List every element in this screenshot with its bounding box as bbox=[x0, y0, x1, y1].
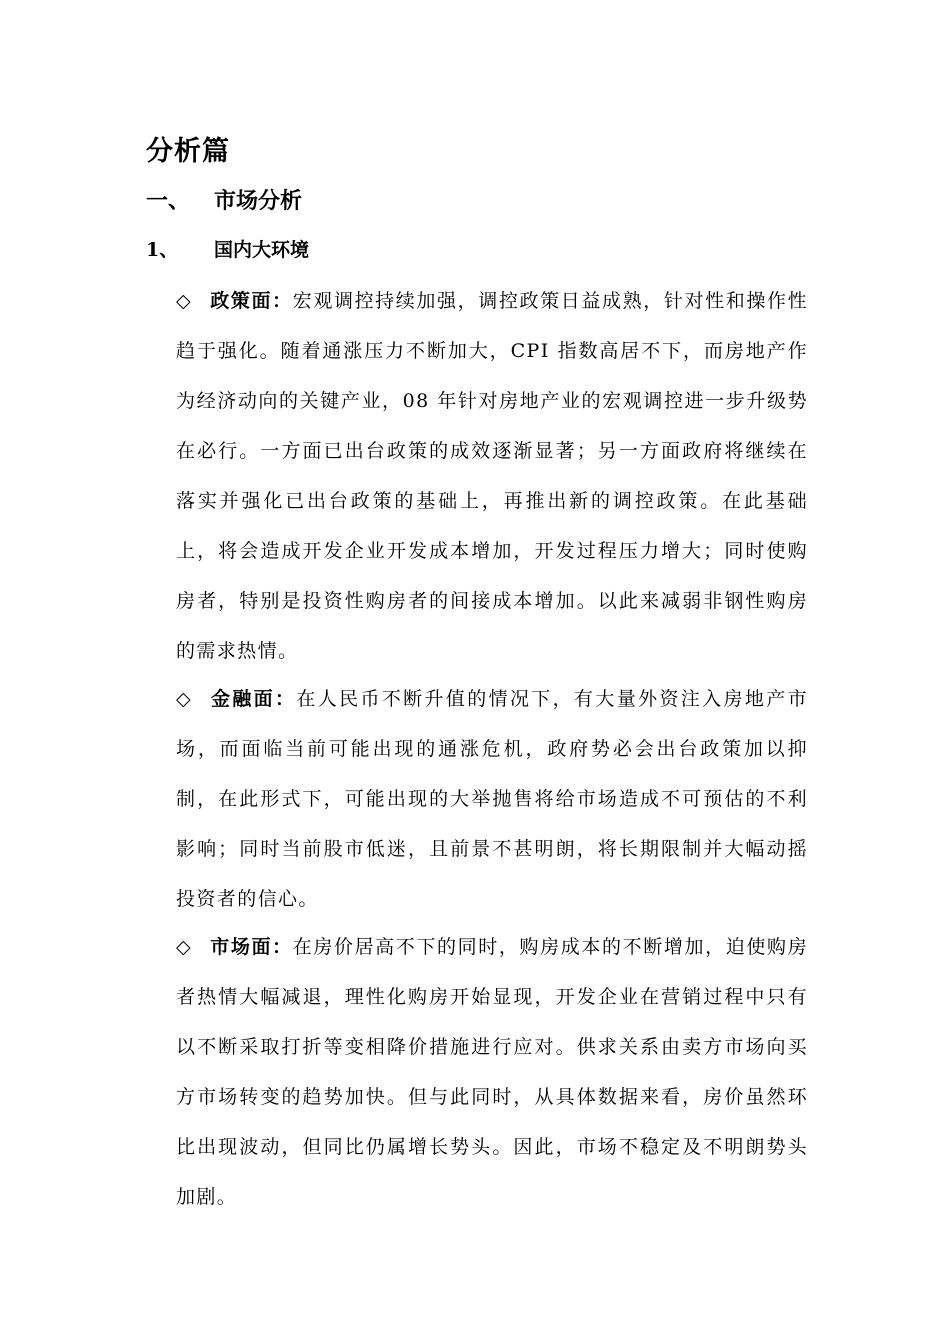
paragraph-text: 在房价居高不下的同时，购房成本的不断增加，迫使购房者热情大幅减退，理性化购房开始显现，开发企业在营销过程中只有以不断采取打折等变相降价措施进行应对。供求关系由卖方市场向买方市场转变的趋势加快。但与此同时，从具体数据来看，房价虽然环比出现波动，但同比仍属增长势头。因此，市场不稳定及不明朗势头加剧。 bbox=[176, 936, 808, 1208]
finance-paragraph bbox=[176, 674, 808, 924]
diamond-bullet-icon: ◇ bbox=[176, 688, 193, 710]
document-title: 分析篇 bbox=[146, 136, 230, 167]
paragraph-text: 在人民币不断升值的情况下，有大量外资注入房地产市场，而面临当前可能出现的通涨危机，政府势必会出台政策加以抑制，在此形式下，可能出现的大举抛售将给市场造成不可预估的不利影响；同时当前股市低迷，且前景不甚明朗，将长期限制并大幅动摇投资者的信心。 bbox=[176, 688, 808, 910]
diamond-bullet-icon: ◇ bbox=[176, 936, 193, 958]
subsection-number: 1、 bbox=[146, 239, 179, 261]
subsection-heading bbox=[146, 234, 309, 266]
paragraph-label: 市场面： bbox=[210, 936, 293, 958]
paragraph-label: 金融面： bbox=[210, 688, 297, 710]
section-title: 市场分析 bbox=[214, 188, 303, 214]
market-paragraph bbox=[176, 922, 808, 1222]
paragraph-label: 政策面： bbox=[210, 290, 293, 312]
diamond-bullet-icon: ◇ bbox=[176, 290, 193, 312]
section-number: 一、 bbox=[146, 188, 191, 214]
subsection-title: 国内大环境 bbox=[214, 239, 310, 261]
paragraph-text: 宏观调控持续加强，调控政策日益成熟，针对性和操作性趋于强化。随着通涨压力不断加大，CPI 指数高居不下，而房地产作为经济动向的关键产业，08 年针对房地产业的宏观调控进一步升级势在必行。一方面已出台政策的成效逐渐显著；另一方面政府将继续在落实并强化已出台政策的基础上，再推出新的调控政策。在此基础上，将会造成开发企业开发成本增加，开发过程压力增大；同时使购房者，特别是投资性购房者的间接成本增加。以此来减弱非钢性购房的需求热情。 bbox=[176, 290, 808, 662]
section-heading bbox=[146, 184, 302, 218]
policy-paragraph bbox=[176, 276, 808, 676]
